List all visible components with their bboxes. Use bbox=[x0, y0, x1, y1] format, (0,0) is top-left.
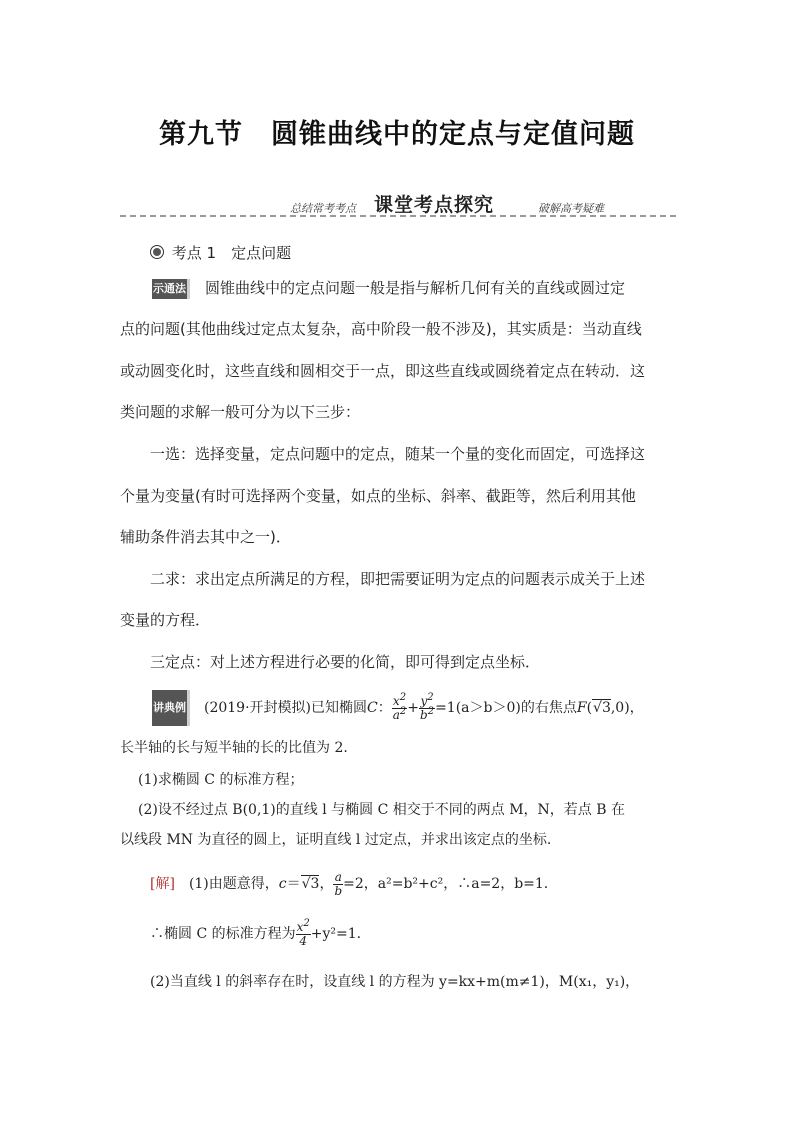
kaodian-label: 考点 1 bbox=[171, 244, 217, 262]
step1-line3: 辅助条件消去其中之一)． bbox=[120, 528, 291, 546]
page-title: 第九节 圆锥曲线中的定点与定值问题 bbox=[159, 119, 635, 150]
banner-main-text: 课堂考点探究 bbox=[374, 194, 495, 216]
solution-label: [解] bbox=[150, 876, 175, 892]
section-banner bbox=[120, 188, 676, 220]
para1-line4: 类问题的求解一般可分为以下三步： bbox=[120, 403, 361, 421]
banner-left-text: 总结常考考点 bbox=[290, 202, 356, 215]
para1-line1: 示通法 圆锥曲线中的定点问题一般是指与解析几何有关的直线或圆过定 bbox=[153, 279, 626, 297]
banner-divider bbox=[120, 215, 676, 217]
solution-line2: ∴椭圆 C 的标准方程为 $\frac{x^2}{4}$ +y²=1. bbox=[150, 917, 362, 948]
ratio-fraction: $\frac{a}{b}$ bbox=[334, 869, 343, 898]
para1-line2: 点的问题(其他曲线过定点太复杂，高中阶段一般不涉及)，其实质是：当动直线 bbox=[120, 320, 642, 338]
target-icon bbox=[150, 245, 164, 259]
example-stem: 讲典例 (2019·开封模拟)已知椭圆C： $\frac{x^2}{a^2}$ + $\frac{y^2}{b^2}$ =1(a＞b＞0)的右焦点F(√3,0)， bbox=[152, 690, 708, 726]
step2-line2: 变量的方程． bbox=[120, 611, 211, 629]
method-tag bbox=[152, 279, 190, 299]
question-2-line1: (2)设不经过点 B(0,1)的直线 l 与椭圆 C 相交于不同的两点 M，N，若点 B 在 bbox=[138, 802, 625, 818]
solution-line1: [解] (1)由题意得，c＝√3， $\frac{a}{b}$ =2，a²=b²+c²，∴a=2，b=1. bbox=[150, 869, 549, 898]
step2-line1: 二求：求出定点所满足的方程，即把需要证明为定点的问题表示成关于上述 bbox=[150, 570, 646, 588]
step1-line1: 一选：选择变量，定点问题中的定点，随某一个量的变化而固定，可选择这 bbox=[150, 445, 646, 463]
ellipse-fraction-y: $\frac{y^2}{b^2}$ bbox=[420, 691, 435, 722]
question-1: (1)求椭圆 C 的标准方程； bbox=[138, 772, 304, 788]
banner-right-text: 破解高考疑难 bbox=[538, 202, 604, 215]
step3-line: 三定点：对上述方程进行必要的化简，即可得到定点坐标． bbox=[150, 653, 541, 671]
ellipse-fraction-x: $\frac{x^2}{a^2}$ bbox=[392, 691, 407, 722]
solution-line3: (2)当直线 l 的斜率存在时，设直线 l 的方程为 y=kx+m(m≠1)，M(x₁，y₁)， bbox=[150, 974, 640, 990]
example-stem-line2: 长半轴的长与短半轴的长的比值为 2. bbox=[120, 740, 348, 756]
example-source: (2019·开封模拟)已知椭圆 bbox=[204, 700, 368, 716]
kaodian-heading bbox=[150, 243, 706, 263]
standard-eq-fraction: $\frac{x^2}{4}$ bbox=[296, 917, 310, 948]
step1-line2: 个量为变量(有时可选择两个变量，如点的坐标、斜率、截距等，然后利用其他 bbox=[120, 487, 636, 505]
para1-line3: 或动圆变化时，这些直线和圆相交于一点，即这些直线或圆绕着定点在转动．这 bbox=[120, 362, 646, 380]
method-tag-text: 示通法 bbox=[152, 279, 187, 299]
question-2-line2: 以线段 MN 为直径的圆上，证明直线 l 过定点，并求出该定点的坐标. bbox=[120, 832, 552, 848]
kaodian-title: 定点问题 bbox=[231, 244, 292, 262]
example-tag: 讲典例 bbox=[152, 690, 190, 726]
